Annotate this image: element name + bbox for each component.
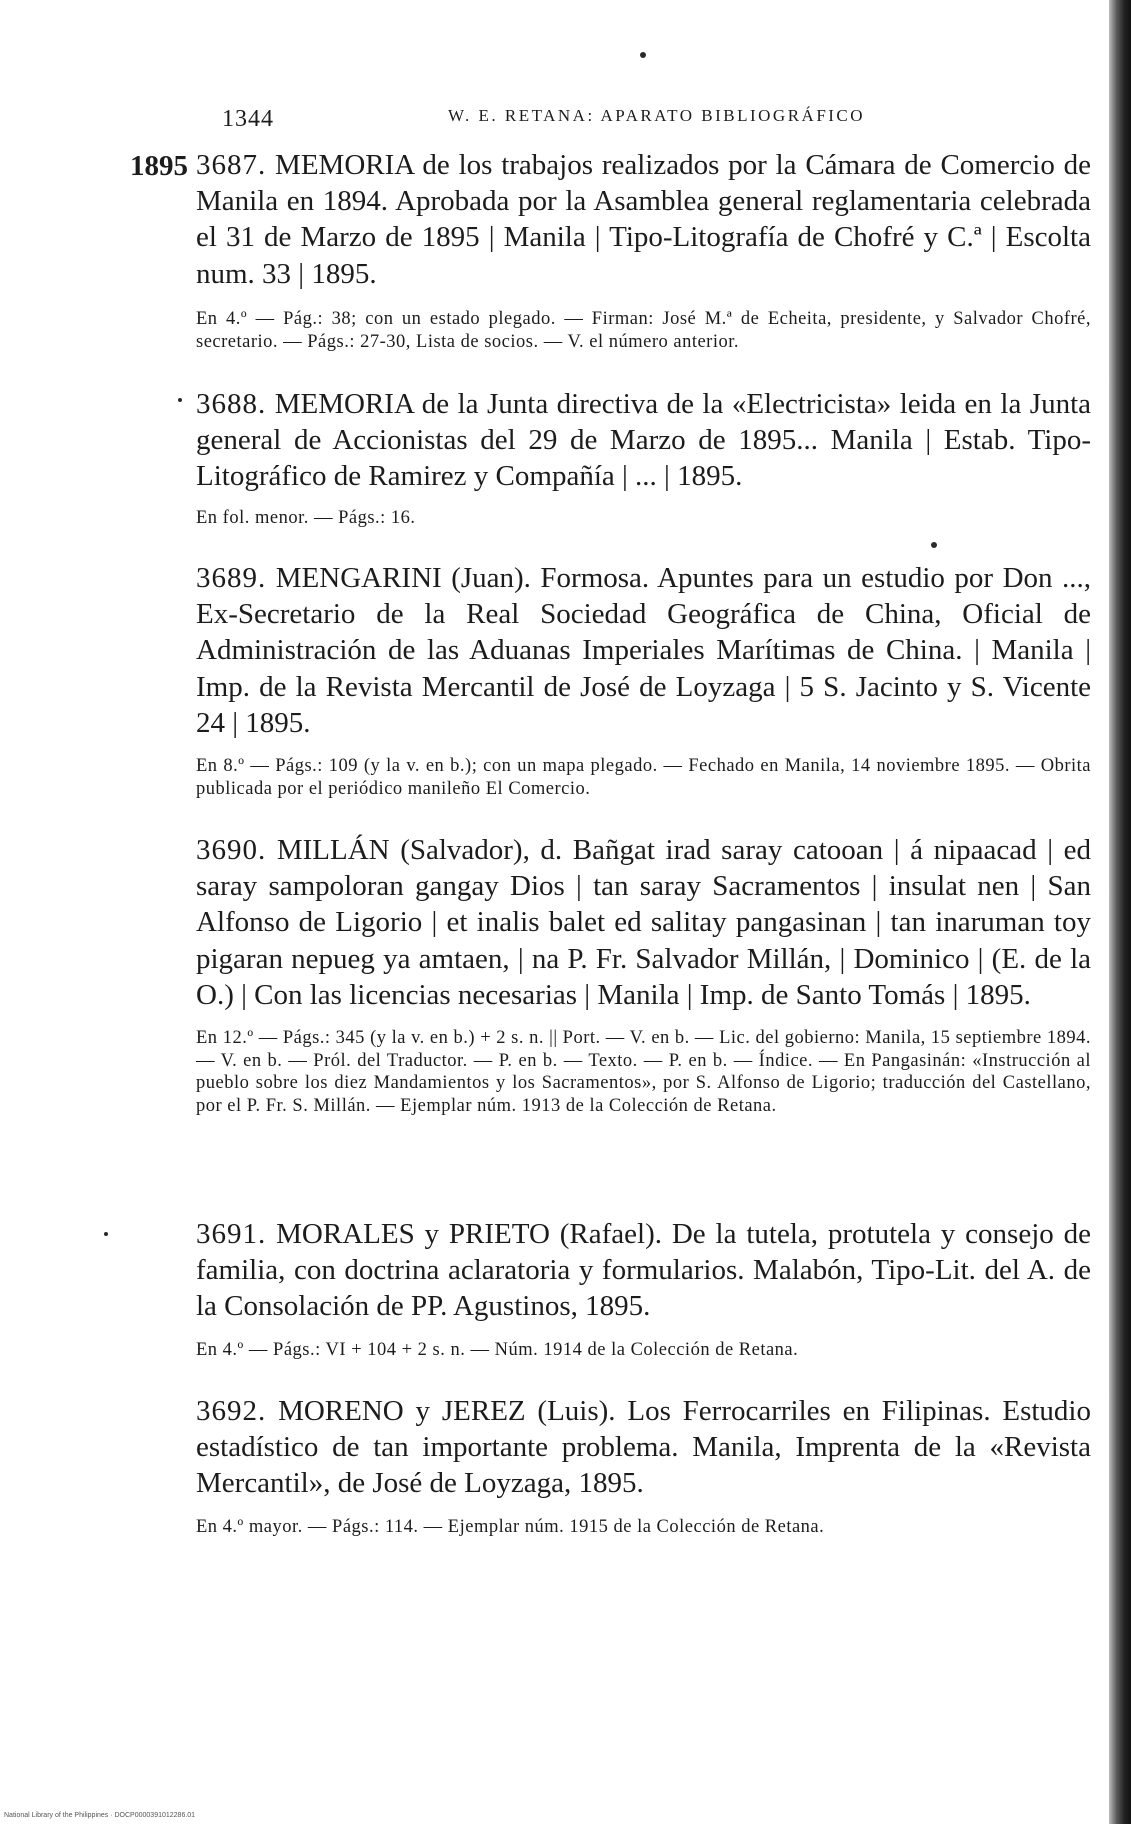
running-head: W. E. RETANA: APARATO BIBLIOGRÁFICO bbox=[448, 106, 866, 125]
scan-speck bbox=[640, 52, 646, 58]
entry-note: En 12.º — Págs.: 345 (y la v. en b.) + 2 s. n. || Port. — V. en b. — Lic. del gobierno: Manila, 15 septiembre 1894. — V. en b. — Pról. del Traductor. — P. en b. — Texto. — P. en b. — Índice. — En Pangasinán: «Instrucción al pueblo sobre los diez Mandamientos y los Sacramentos», por S. Alfonso de Ligorio; traducción del Castellano, por el P. Fr. S. Millán. — Ejemplar núm. 1913 de la Colección de Retana. bbox=[196, 1028, 1091, 1117]
entry-note: En fol. menor. — Págs.: 16. bbox=[196, 507, 416, 528]
entry-description: MEMORIA de la Junta directiva de la «Electricista» leida en la Junta general de Accionistas del 29 de Marzo de 1895... Manila | Estab. Tipo-Litográfico de Ramirez y Compañía | ... | 1895. bbox=[196, 388, 1091, 493]
scan-speck bbox=[178, 398, 182, 402]
entry-number: 3691. bbox=[196, 1218, 267, 1250]
scan-speck bbox=[931, 542, 937, 548]
entry-note: En 4.º — Págs.: VI + 104 + 2 s. n. — Núm. 1914 de la Colección de Retana. bbox=[196, 1339, 799, 1360]
page-binding-edge bbox=[1109, 0, 1131, 1824]
entry-main-text bbox=[196, 1216, 1091, 1325]
bibliography-entry bbox=[196, 832, 1091, 1118]
entry-description: MORENO y JEREZ (Luis). Los Ferrocarriles en Filipinas. Estudio estadístico de tan importante problema. Manila, Imprenta de la «Revista Mercantil», de José de Loyzaga, 1895. bbox=[196, 1395, 1091, 1500]
entry-main-text bbox=[196, 560, 1091, 741]
margin-year: 1895 bbox=[130, 150, 188, 182]
entry-number: 3687. bbox=[196, 149, 267, 181]
entry-number: 3689. bbox=[196, 562, 267, 594]
entry-main-text bbox=[196, 832, 1091, 1013]
entry-number: 3690. bbox=[196, 834, 267, 866]
entry-number: 3688. bbox=[196, 388, 267, 420]
page-number: 1344 bbox=[222, 106, 274, 132]
entry-description: MILLÁN (Salvador), d. Bañgat irad saray catooan | á nipaacad | ed saray sampoloran gangay Dios | tan saray Sacramentos | insulat nen | San Alfonso de Ligorio | et inalis balet ed salitay pangasinan | tan inaruman toy pigaran nepueg ya amtaen, | na P. Fr. Salvador Millán, | Dominico | (E. de la O.) | Con las licencias necesarias | Manila | Imp. de Santo Tomás | 1895. bbox=[196, 834, 1091, 1011]
entry-main-text bbox=[196, 386, 1091, 495]
bibliography-entry bbox=[196, 1393, 1091, 1538]
scan-speck bbox=[104, 1232, 108, 1236]
bibliography-entry bbox=[196, 560, 1091, 800]
bibliography-entry bbox=[196, 1216, 1091, 1361]
entry-note: En 8.º — Págs.: 109 (y la v. en b.); con un mapa plegado. — Fechado en Manila, 14 noviembre 1895. — Obrita publicada por el periódico manileño El Comercio. bbox=[196, 756, 1091, 799]
entry-note: En 4.º — Pág.: 38; con un estado plegado. — Firman: José M.ª de Echeita, presidente, y Salvador Chofré, secretario. — Págs.: 27-30, Lista de socios. — V. el número anterior. bbox=[196, 308, 1091, 352]
scan-footer: National Library of the Philippines · DOCP0000391012286.01 bbox=[4, 1812, 196, 1819]
entry-description: MENGARINI (Juan). Formosa. Apuntes para un estudio por Don ..., Ex-Secretario de la Real Sociedad Geográfica de China, Oficial de Administración de las Aduanas Imperiales Marítimas de China. | Manila | Imp. de la Revista Mercantil de José de Loyzaga | 5 S. Jacinto y S. Vicente 24 | 1895. bbox=[196, 562, 1092, 739]
bibliography-entry bbox=[196, 386, 1091, 529]
entry-note: En 4.º mayor. — Págs.: 114. — Ejemplar núm. 1915 de la Colección de Retana. bbox=[196, 1516, 825, 1537]
entry-description: MEMORIA de los trabajos realizados por la Cámara de Comercio de Manila en 1894. Aprobada por la Asamblea general reglamentaria celebrada el 31 de Marzo de 1895 | Manila | Tipo-Litografía de Chofré y C.ª | Escolta num. 33 | 1895. bbox=[196, 149, 1091, 290]
entry-number: 3692. bbox=[196, 1395, 267, 1427]
entry-main-text bbox=[196, 1393, 1091, 1502]
bibliography-entry bbox=[196, 147, 1091, 353]
entry-description: MORALES y PRIETO (Rafael). De la tutela, protutela y consejo de familia, con doctrina aclaratoria y formularios. Malabón, Tipo-Lit. del A. de la Consolación de PP. Agustinos, 1895. bbox=[196, 1218, 1091, 1323]
entry-main-text bbox=[196, 147, 1091, 292]
